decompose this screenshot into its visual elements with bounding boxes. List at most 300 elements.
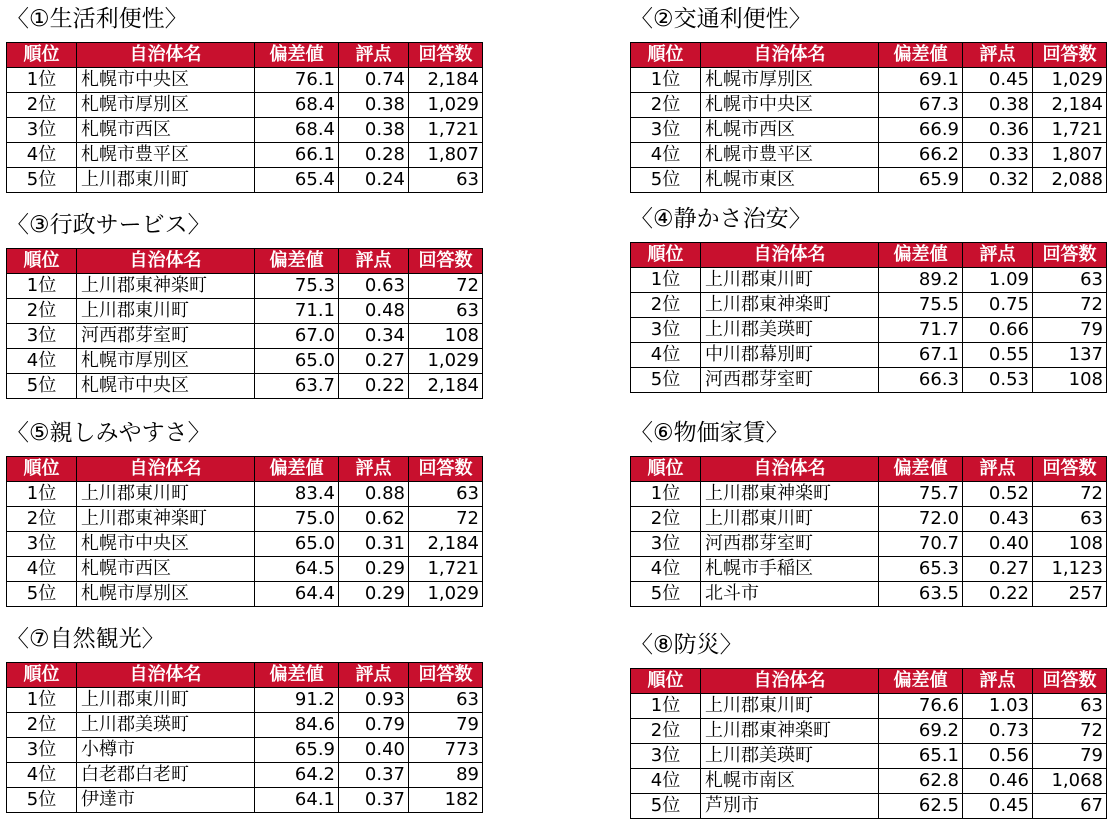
cell-score: 75.0 <box>255 507 339 532</box>
cell-name: 小樽市 <box>77 738 255 763</box>
cell-score: 65.1 <box>879 744 963 769</box>
cell-score: 75.7 <box>879 482 963 507</box>
table-row <box>631 118 1107 143</box>
table-row <box>7 713 483 738</box>
cell-name: 上川郡東川町 <box>701 507 879 532</box>
cell-count: 79 <box>1033 318 1107 343</box>
cell-count: 63 <box>1033 694 1107 719</box>
section-title: 〈⑦自然観光〉 <box>6 626 165 652</box>
cell-score: 65.9 <box>255 738 339 763</box>
column-header-name: 自治体名 <box>701 457 879 482</box>
cell-rank: 2位 <box>7 93 77 118</box>
cell-score: 62.8 <box>879 769 963 794</box>
cell-count: 108 <box>1033 368 1107 393</box>
cell-rating: 0.45 <box>963 68 1033 93</box>
cell-score: 66.1 <box>255 143 339 168</box>
column-header-count: 回答数 <box>409 249 483 274</box>
table-row <box>7 143 483 168</box>
cell-score: 65.0 <box>255 349 339 374</box>
section-7 <box>6 624 486 820</box>
cell-rank: 5位 <box>631 794 701 819</box>
column-header-rank: 順位 <box>7 457 77 482</box>
header-row <box>7 249 483 274</box>
cell-score: 66.9 <box>879 118 963 143</box>
cell-count: 2,088 <box>1033 168 1107 193</box>
cell-rating: 0.29 <box>339 582 409 607</box>
cell-rating: 1.03 <box>963 694 1033 719</box>
cell-score: 65.4 <box>255 168 339 193</box>
cell-count: 2,184 <box>409 374 483 399</box>
cell-rank: 4位 <box>631 343 701 368</box>
ranking-table <box>6 248 483 399</box>
cell-score: 66.2 <box>879 143 963 168</box>
column-header-score: 偏差値 <box>879 457 963 482</box>
cell-score: 70.7 <box>879 532 963 557</box>
cell-count: 72 <box>1033 719 1107 744</box>
cell-name: 上川郡東神楽町 <box>77 507 255 532</box>
cell-name: 上川郡東川町 <box>77 688 255 713</box>
cell-rating: 0.88 <box>339 482 409 507</box>
cell-rating: 0.73 <box>963 719 1033 744</box>
column-header-count: 回答数 <box>409 43 483 68</box>
cell-count: 1,029 <box>409 582 483 607</box>
cell-rank: 1位 <box>7 68 77 93</box>
cell-rating: 1.09 <box>963 268 1033 293</box>
table-row <box>7 93 483 118</box>
cell-rank: 2位 <box>7 713 77 738</box>
cell-count: 108 <box>1033 532 1107 557</box>
section-5 <box>6 418 486 614</box>
cell-score: 66.3 <box>879 368 963 393</box>
cell-score: 84.6 <box>255 713 339 738</box>
section-1 <box>6 4 486 200</box>
table-row <box>7 349 483 374</box>
table-row <box>631 343 1107 368</box>
ranking-table <box>630 242 1107 393</box>
cell-count: 108 <box>409 324 483 349</box>
section-title: 〈③行政サービス〉 <box>6 212 211 238</box>
cell-count: 63 <box>1033 268 1107 293</box>
cell-count: 257 <box>1033 582 1107 607</box>
cell-rating: 0.27 <box>963 557 1033 582</box>
cell-rank: 2位 <box>7 299 77 324</box>
cell-score: 62.5 <box>879 794 963 819</box>
table-row <box>631 68 1107 93</box>
column-header-rank: 順位 <box>631 457 701 482</box>
table-row <box>7 118 483 143</box>
table-row <box>7 582 483 607</box>
cell-score: 64.4 <box>255 582 339 607</box>
header-row <box>7 663 483 688</box>
section-title: 〈②交通利便性〉 <box>630 6 812 32</box>
column-header-rank: 順位 <box>7 43 77 68</box>
cell-rating: 0.45 <box>963 794 1033 819</box>
column-header-rank: 順位 <box>631 243 701 268</box>
column-header-score: 偏差値 <box>879 669 963 694</box>
cell-count: 1,123 <box>1033 557 1107 582</box>
column-header-score: 偏差値 <box>255 457 339 482</box>
cell-score: 64.1 <box>255 788 339 813</box>
cell-rank: 1位 <box>7 482 77 507</box>
cell-rank: 5位 <box>7 168 77 193</box>
ranking-table <box>6 662 483 813</box>
column-header-score: 偏差値 <box>255 43 339 68</box>
cell-count: 1,721 <box>409 118 483 143</box>
cell-name: 上川郡東神楽町 <box>77 274 255 299</box>
section-title: 〈⑤親しみやすさ〉 <box>6 420 211 446</box>
table-row <box>7 688 483 713</box>
cell-count: 1,068 <box>1033 769 1107 794</box>
cell-count: 773 <box>409 738 483 763</box>
cell-rank: 5位 <box>631 168 701 193</box>
cell-rank: 2位 <box>631 507 701 532</box>
section-8 <box>630 630 1110 826</box>
section-4 <box>630 204 1110 400</box>
cell-name: 上川郡美瑛町 <box>701 318 879 343</box>
cell-score: 76.6 <box>879 694 963 719</box>
table-row <box>7 68 483 93</box>
cell-name: 河西郡芽室町 <box>701 532 879 557</box>
cell-rating: 0.36 <box>963 118 1033 143</box>
cell-rank: 3位 <box>7 738 77 763</box>
column-header-score: 偏差値 <box>255 663 339 688</box>
header-row <box>7 457 483 482</box>
cell-rank: 3位 <box>7 118 77 143</box>
cell-rating: 0.34 <box>339 324 409 349</box>
cell-rating: 0.33 <box>963 143 1033 168</box>
ranking-table <box>630 668 1107 819</box>
cell-rating: 0.31 <box>339 532 409 557</box>
cell-score: 83.4 <box>255 482 339 507</box>
table-row <box>7 168 483 193</box>
cell-count: 89 <box>409 763 483 788</box>
cell-score: 71.1 <box>255 299 339 324</box>
cell-count: 67 <box>1033 794 1107 819</box>
table-row <box>631 168 1107 193</box>
table-row <box>7 374 483 399</box>
column-header-name: 自治体名 <box>77 43 255 68</box>
section-2 <box>630 4 1110 200</box>
ranking-table <box>630 42 1107 193</box>
section-title: 〈⑥物価家賃〉 <box>630 420 789 446</box>
table-row <box>631 507 1107 532</box>
cell-rating: 0.38 <box>963 93 1033 118</box>
cell-count: 137 <box>1033 343 1107 368</box>
table-row <box>7 557 483 582</box>
column-header-count: 回答数 <box>1033 43 1107 68</box>
table-row <box>7 274 483 299</box>
column-header-name: 自治体名 <box>77 249 255 274</box>
cell-name: 札幌市中央区 <box>701 93 879 118</box>
cell-count: 72 <box>1033 482 1107 507</box>
cell-score: 67.3 <box>879 93 963 118</box>
header-row <box>631 669 1107 694</box>
table-row <box>7 507 483 532</box>
cell-name: 札幌市西区 <box>77 118 255 143</box>
cell-name: 札幌市厚別区 <box>77 349 255 374</box>
cell-rank: 4位 <box>7 763 77 788</box>
cell-rank: 1位 <box>7 274 77 299</box>
cell-rating: 0.93 <box>339 688 409 713</box>
cell-count: 2,184 <box>409 68 483 93</box>
column-header-rating: 評点 <box>339 249 409 274</box>
cell-rating: 0.43 <box>963 507 1033 532</box>
cell-rank: 1位 <box>631 68 701 93</box>
header-row <box>631 43 1107 68</box>
cell-name: 札幌市中央区 <box>77 374 255 399</box>
cell-rating: 0.28 <box>339 143 409 168</box>
cell-score: 65.3 <box>879 557 963 582</box>
cell-score: 72.0 <box>879 507 963 532</box>
cell-rank: 1位 <box>631 694 701 719</box>
cell-score: 71.7 <box>879 318 963 343</box>
cell-name: 札幌市厚別区 <box>701 68 879 93</box>
cell-rating: 0.38 <box>339 93 409 118</box>
cell-name: 伊達市 <box>77 788 255 813</box>
ranking-table <box>6 456 483 607</box>
cell-rating: 0.52 <box>963 482 1033 507</box>
column-header-rank: 順位 <box>7 663 77 688</box>
cell-rank: 5位 <box>631 368 701 393</box>
cell-rank: 2位 <box>631 719 701 744</box>
cell-count: 79 <box>1033 744 1107 769</box>
cell-score: 64.5 <box>255 557 339 582</box>
cell-name: 上川郡東川町 <box>77 168 255 193</box>
column-header-rating: 評点 <box>339 457 409 482</box>
cell-name: 芦別市 <box>701 794 879 819</box>
cell-score: 68.4 <box>255 93 339 118</box>
cell-count: 72 <box>409 507 483 532</box>
cell-rank: 4位 <box>631 557 701 582</box>
cell-rating: 0.53 <box>963 368 1033 393</box>
cell-name: 札幌市中央区 <box>77 532 255 557</box>
cell-name: 河西郡芽室町 <box>701 368 879 393</box>
table-row <box>7 482 483 507</box>
table-row <box>7 763 483 788</box>
column-header-count: 回答数 <box>409 457 483 482</box>
table-row <box>7 788 483 813</box>
cell-rank: 1位 <box>631 268 701 293</box>
cell-count: 63 <box>409 299 483 324</box>
cell-score: 75.3 <box>255 274 339 299</box>
table-row <box>7 738 483 763</box>
cell-name: 河西郡芽室町 <box>77 324 255 349</box>
cell-name: 札幌市豊平区 <box>701 143 879 168</box>
cell-name: 札幌市中央区 <box>77 68 255 93</box>
table-row <box>631 557 1107 582</box>
column-header-rating: 評点 <box>963 457 1033 482</box>
cell-count: 63 <box>1033 507 1107 532</box>
cell-name: 上川郡東川町 <box>77 299 255 324</box>
cell-rank: 2位 <box>631 93 701 118</box>
cell-score: 69.1 <box>879 68 963 93</box>
cell-score: 89.2 <box>879 268 963 293</box>
cell-count: 1,721 <box>1033 118 1107 143</box>
section-6 <box>630 418 1110 614</box>
cell-rating: 0.63 <box>339 274 409 299</box>
cell-name: 上川郡東神楽町 <box>701 719 879 744</box>
column-header-score: 偏差値 <box>879 43 963 68</box>
cell-rank: 3位 <box>631 318 701 343</box>
header-row <box>631 457 1107 482</box>
column-header-name: 自治体名 <box>701 669 879 694</box>
cell-score: 64.2 <box>255 763 339 788</box>
table-row <box>7 532 483 557</box>
cell-rank: 5位 <box>7 582 77 607</box>
cell-score: 63.5 <box>879 582 963 607</box>
header-row <box>7 43 483 68</box>
cell-rating: 0.37 <box>339 763 409 788</box>
cell-name: 上川郡東神楽町 <box>701 293 879 318</box>
cell-name: 上川郡美瑛町 <box>77 713 255 738</box>
cell-rating: 0.56 <box>963 744 1033 769</box>
cell-rating: 0.66 <box>963 318 1033 343</box>
cell-rating: 0.24 <box>339 168 409 193</box>
cell-rating: 0.75 <box>963 293 1033 318</box>
table-row <box>631 482 1107 507</box>
cell-rating: 0.27 <box>339 349 409 374</box>
column-header-rank: 順位 <box>631 669 701 694</box>
column-header-name: 自治体名 <box>77 663 255 688</box>
cell-count: 1,721 <box>409 557 483 582</box>
cell-name: 上川郡東川町 <box>701 694 879 719</box>
ranking-table <box>630 456 1107 607</box>
cell-score: 69.2 <box>879 719 963 744</box>
column-header-count: 回答数 <box>1033 457 1107 482</box>
cell-rank: 5位 <box>631 582 701 607</box>
table-row <box>631 318 1107 343</box>
cell-rank: 3位 <box>631 532 701 557</box>
column-header-count: 回答数 <box>409 663 483 688</box>
cell-rating: 0.40 <box>339 738 409 763</box>
cell-score: 68.4 <box>255 118 339 143</box>
column-header-score: 偏差値 <box>879 243 963 268</box>
cell-name: 札幌市南区 <box>701 769 879 794</box>
cell-name: 中川郡幕別町 <box>701 343 879 368</box>
cell-name: 上川郡東神楽町 <box>701 482 879 507</box>
cell-count: 182 <box>409 788 483 813</box>
cell-rating: 0.22 <box>339 374 409 399</box>
cell-name: 上川郡東川町 <box>701 268 879 293</box>
table-row <box>7 299 483 324</box>
cell-count: 1,029 <box>409 349 483 374</box>
cell-score: 91.2 <box>255 688 339 713</box>
section-title: 〈①生活利便性〉 <box>6 6 188 32</box>
cell-score: 67.1 <box>879 343 963 368</box>
cell-name: 上川郡美瑛町 <box>701 744 879 769</box>
column-header-rating: 評点 <box>963 243 1033 268</box>
cell-score: 76.1 <box>255 68 339 93</box>
cell-score: 63.7 <box>255 374 339 399</box>
table-row <box>7 324 483 349</box>
column-header-rating: 評点 <box>339 663 409 688</box>
column-header-count: 回答数 <box>1033 669 1107 694</box>
cell-rank: 4位 <box>7 557 77 582</box>
column-header-rating: 評点 <box>339 43 409 68</box>
table-row <box>631 794 1107 819</box>
section-title: 〈④静かさ治安〉 <box>630 206 812 232</box>
cell-rank: 2位 <box>7 507 77 532</box>
ranking-table <box>6 42 483 193</box>
column-header-name: 自治体名 <box>77 457 255 482</box>
cell-rating: 0.55 <box>963 343 1033 368</box>
column-header-name: 自治体名 <box>701 43 879 68</box>
table-row <box>631 719 1107 744</box>
cell-rating: 0.48 <box>339 299 409 324</box>
cell-count: 63 <box>409 168 483 193</box>
cell-count: 63 <box>409 482 483 507</box>
table-row <box>631 93 1107 118</box>
cell-name: 札幌市東区 <box>701 168 879 193</box>
cell-name: 札幌市西区 <box>701 118 879 143</box>
cell-name: 札幌市豊平区 <box>77 143 255 168</box>
table-row <box>631 582 1107 607</box>
column-header-rating: 評点 <box>963 669 1033 694</box>
cell-count: 72 <box>409 274 483 299</box>
cell-count: 1,029 <box>409 93 483 118</box>
column-header-rank: 順位 <box>7 249 77 274</box>
cell-name: 札幌市厚別区 <box>77 93 255 118</box>
table-row <box>631 143 1107 168</box>
table-row <box>631 694 1107 719</box>
cell-score: 75.5 <box>879 293 963 318</box>
cell-rating: 0.32 <box>963 168 1033 193</box>
cell-rating: 0.40 <box>963 532 1033 557</box>
cell-rank: 4位 <box>7 143 77 168</box>
cell-count: 1,807 <box>1033 143 1107 168</box>
cell-rank: 5位 <box>7 374 77 399</box>
cell-name: 上川郡東川町 <box>77 482 255 507</box>
cell-count: 2,184 <box>1033 93 1107 118</box>
cell-name: 北斗市 <box>701 582 879 607</box>
cell-count: 72 <box>1033 293 1107 318</box>
cell-score: 65.0 <box>255 532 339 557</box>
section-title: 〈⑧防災〉 <box>630 632 743 658</box>
column-header-rank: 順位 <box>631 43 701 68</box>
cell-rank: 3位 <box>631 744 701 769</box>
cell-rating: 0.29 <box>339 557 409 582</box>
cell-rating: 0.62 <box>339 507 409 532</box>
cell-name: 札幌市西区 <box>77 557 255 582</box>
cell-rank: 3位 <box>7 324 77 349</box>
cell-rating: 0.38 <box>339 118 409 143</box>
cell-rank: 5位 <box>7 788 77 813</box>
cell-score: 65.9 <box>879 168 963 193</box>
cell-rank: 4位 <box>7 349 77 374</box>
column-header-name: 自治体名 <box>701 243 879 268</box>
cell-rating: 0.22 <box>963 582 1033 607</box>
column-header-score: 偏差値 <box>255 249 339 274</box>
table-row <box>631 368 1107 393</box>
cell-name: 札幌市厚別区 <box>77 582 255 607</box>
cell-count: 63 <box>409 688 483 713</box>
cell-rank: 4位 <box>631 769 701 794</box>
cell-rating: 0.74 <box>339 68 409 93</box>
cell-rank: 2位 <box>631 293 701 318</box>
cell-count: 79 <box>409 713 483 738</box>
cell-rank: 1位 <box>631 482 701 507</box>
cell-rank: 4位 <box>631 143 701 168</box>
cell-rank: 1位 <box>7 688 77 713</box>
table-row <box>631 769 1107 794</box>
cell-rank: 3位 <box>631 118 701 143</box>
cell-rating: 0.46 <box>963 769 1033 794</box>
cell-rating: 0.37 <box>339 788 409 813</box>
cell-score: 67.0 <box>255 324 339 349</box>
header-row <box>631 243 1107 268</box>
cell-count: 1,029 <box>1033 68 1107 93</box>
cell-name: 札幌市手稲区 <box>701 557 879 582</box>
